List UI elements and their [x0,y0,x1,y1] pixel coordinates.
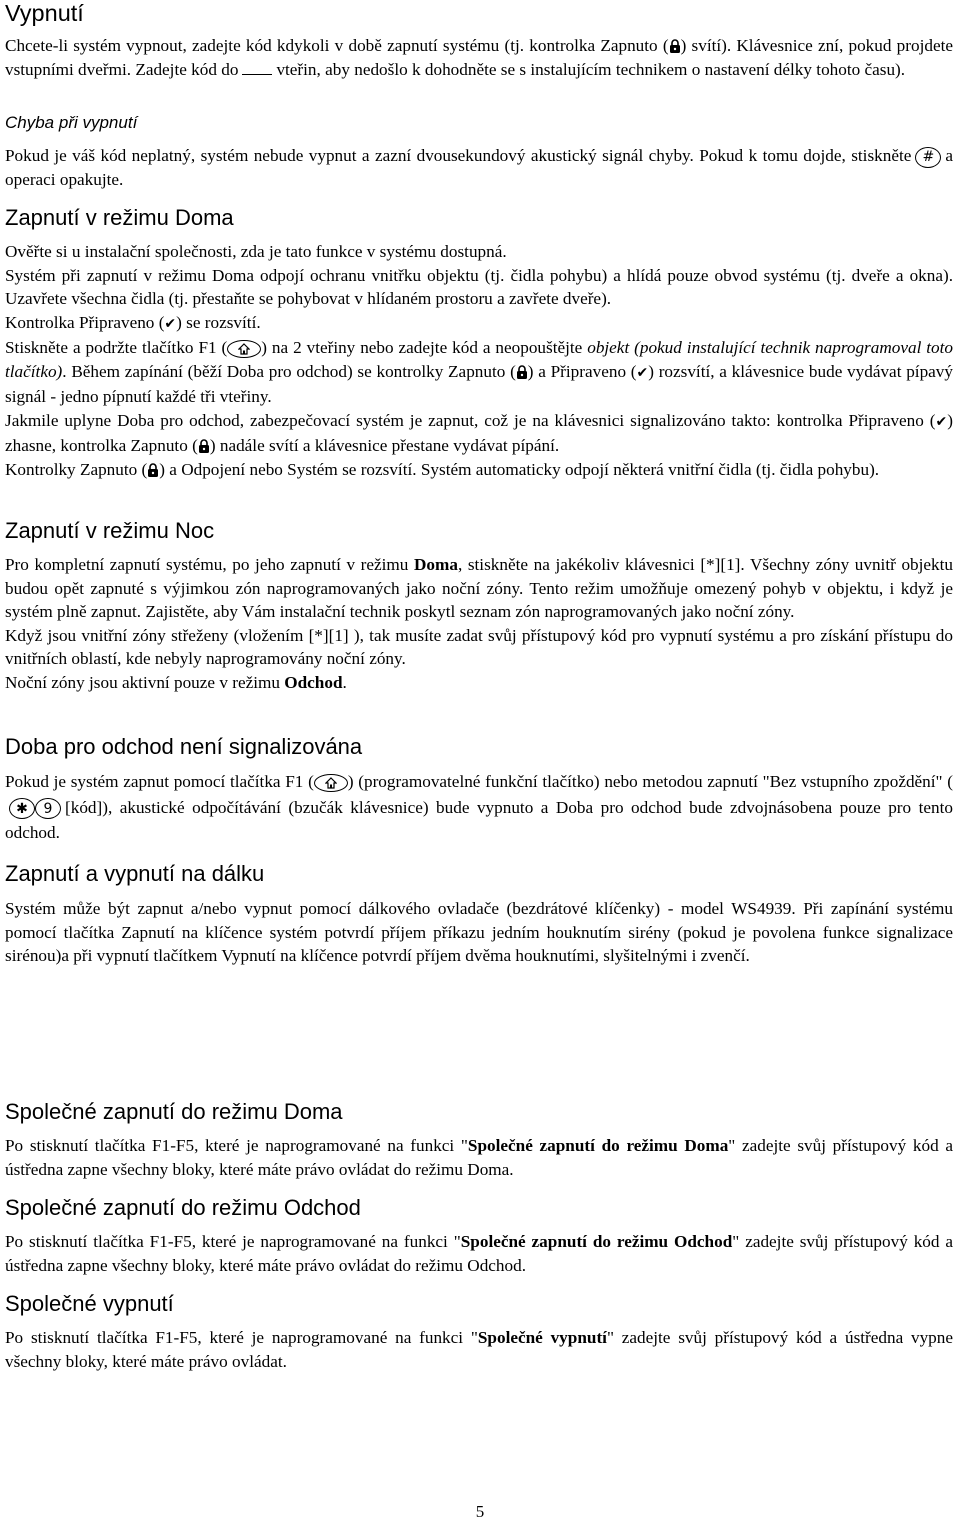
paragraph-noc-2: Když jsou vnitřní zóny střeženy (vložením [*][1] ), tak musíte zadat svůj přístupový kód pro vypnutí systému a pro získání přístupu do vnitřních oblastí, kde nebyly naprogramovány noční zóny. [5,625,953,668]
section-title-spol-vypnuti: Společné vypnutí [5,1291,174,1316]
paragraph-doma-3: Kontrolka Připraveno (✔) se rozsvítí. [5,312,261,332]
paragraph-dalku: Systém může být zapnut a/nebo vypnut pomocí dálkového ovladače (bezdrátové klíčenky) - model WS4939. Při zapínání systému pomocí tlačítka Zapnutí na klíčence systém potvrdí příjem příkazu jedním houknutím sirény (pokud je povolena funkce signalizace sirénou)a při vypnutí tlačítkem Vypnutí na klíčence potvrdí příjem dvěma houknutími, slyšitelnými i zvenčí. [5,899,953,965]
paragraph-spol-odchod: Po stisknutí tlačítka F1-F5, které je naprogramované na funkci "Společné zapnutí do režimu Odchod" zadejte svůj přístupový kód a ústředna zapne všechny bloky, které máte právo ovládat do režimu Odchod. [5,1232,953,1275]
section-body-doma [5,240,953,481]
hash-key-icon: # [915,147,941,168]
section-title-spol-doma: Společné zapnutí do režimu Doma [5,1099,343,1124]
paragraph-doma-2: Systém při zapnutí v režimu Doma odpojí ochranu vnitřku objektu (tj. čidla pohybu) a hlídá pouze obvod systému (tj. dveře a okna). Uzavřete všechna čidla (tj. přestaňte se pohybovat v hlídaném prostoru a zavřete dveře). [5,265,953,308]
section-body-noc [5,553,953,694]
star-key-icon: ✱ [9,798,35,819]
home-key-icon [314,774,348,792]
paragraph-doba: Pokud je systém zapnut pomocí tlačítka F1 ( ) (programovatelné funkční tlačítko) nebo metodou zapnutí "Bez vstupního zpoždění" (✱ 9 [kód]), akustické odpočítávání (bzučák klávesnice) bude vypnuto a Doba pro odchod bude zdvojnásobena pouze pro tento odchod. [5,772,953,842]
paragraph-noc-1: Pro kompletní zapnutí systému, po jeho zapnutí v režimu Doma, stiskněte na jakékoliv klávesnici [*][1]. Všechny zóny uvnitř objektu budou opět zapnuté s výjimkou zón naprogramovaných jako noční zóny. Tento režim umožňuje omezený pohyb v objektu, i když je systém plně zapnut. Zajistěte, aby Vám instalační technik poskytl seznam zón naprogramovaných jako noční zóny. [5,555,953,621]
section-title-vypnuti: Vypnutí [5,0,84,26]
paragraph-doma-1: Ověřte si u instalační společnosti, zda je tato funkce v systému dostupná. [5,242,507,261]
lock-icon [669,36,681,55]
page-number: 5 [475,1502,485,1521]
section-title-dalku: Zapnutí a vypnutí na dálku [5,861,265,886]
lock-icon [147,460,159,479]
blank-field [242,60,272,75]
check-icon: ✔ [636,364,649,381]
check-icon: ✔ [164,315,177,332]
paragraph-spol-vypnuti: Po stisknutí tlačítka F1-F5, které je naprogramované na funkci "Společné vypnutí" zadejte svůj přístupový kód a ústředna vypne všechny bloky, které máte právo ovládat. [5,1328,953,1371]
subsection-title-chyba: Chyba při vypnutí [5,113,138,132]
paragraph-doma-5: Jakmile uplyne Doba pro odchod, zabezpečovací systém je zapnut, což je na klávesnici signalizováno takto: kontrolka Připraveno (✔) zhasne, kontrolka Zapnuto ( ) nadále svítí a klávesnice přestane vydávat pípání. [5,410,953,455]
lock-icon [198,436,210,455]
section-title-spol-odchod: Společné zapnutí do režimu Odchod [5,1195,361,1220]
nine-key-icon: 9 [35,798,61,819]
section-title-doba: Doba pro odchod není signalizována [5,734,363,759]
paragraph-doma-4: Stiskněte a podržte tlačítko F1 ( ) na 2 vteřiny nebo zadejte kód a neopouštějte objekt (pokud instalující technik naprogramoval toto tlačítko). Během zapínání (běží Doba pro odchod) se kontrolky Zapnuto ( ) a Připraveno (✔) rozsvítí, a klávesnice bude vydávat pípavý signál - jedno pípnutí každé tři vteřiny. [5,338,954,406]
paragraph-spol-doma: Po stisknutí tlačítka F1-F5, které je naprogramované na funkci "Společné zapnutí do režimu Doma" zadejte svůj přístupový kód a ústředna zapne všechny bloky, které máte právo ovládat do režimu Doma. [5,1136,953,1179]
check-icon: ✔ [935,413,948,430]
paragraph-vypnuti: Chcete-li systém vypnout, zadejte kód kdykoli v době zapnutí systému (tj. kontrolka Zapnuto ( ) svítí). Klávesnice zní, pokud projdete vstupními dveřmi. Zadejte kód do vteřin, aby nedošlo k dohodněte se s instalujícím technikem o nastavení délky tohoto času). [5,36,953,79]
paragraph-chyba: Pokud je váš kód neplatný, systém nebude vypnut a zazní dvousekundový akustický signál chyby. Pokud k tomu dojde, stiskněte # a operaci opakujte. [5,146,953,189]
section-title-noc: Zapnutí v režimu Noc [5,518,215,543]
lock-icon [516,362,528,381]
paragraph-doma-6: Kontrolky Zapnuto ( ) a Odpojení nebo Systém se rozsvítí. Systém automaticky odpojí některá vnitřní čidla (tj. čidla pohybu). [5,459,880,479]
home-key-icon [227,340,261,358]
section-title-doma: Zapnutí v režimu Doma [5,205,234,230]
paragraph-noc-3: Noční zóny jsou aktivní pouze v režimu Odchod. [5,672,347,692]
